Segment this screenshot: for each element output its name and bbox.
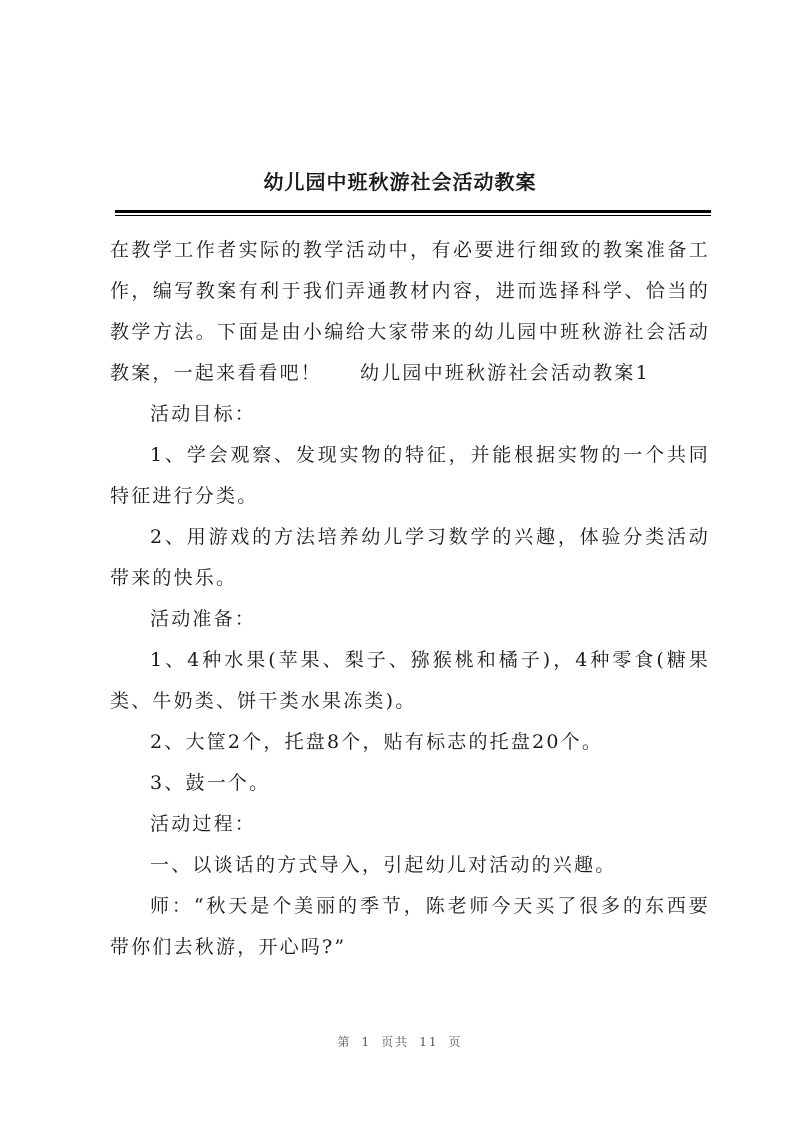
footer-page-number: 1 <box>361 1035 372 1049</box>
title-rule-thick <box>115 210 711 213</box>
intro-text: 在教学工作者实际的教学活动中，有必要进行细致的教案准备工作，编写教案有利于我们弄通教材内容，进而选择科学、恰当的教学方法。下面是由小编给大家带来的幼儿园中班秋游社会活动教案，一起来看看吧！ <box>110 239 710 384</box>
paragraph: 1、学会观察、发现实物的特征，并能根据实物的一个共同特征进行分类。 <box>110 444 710 507</box>
footer-total-pages: 11 <box>419 1035 439 1049</box>
paragraph: 活动过程： <box>150 813 257 835</box>
paragraph: 2、用游戏的方法培养幼儿学习数学的兴趣，体验分类活动带来的快乐。 <box>110 526 710 589</box>
title-rule-thin <box>115 215 711 216</box>
document-title: 幼儿园中班秋游社会活动教案 <box>263 170 537 194</box>
paragraph: 活动准备： <box>150 608 257 630</box>
paragraph: 一、以谈话的方式导入，引起幼儿对活动的兴趣。 <box>150 854 617 876</box>
footer-middle: 页共 <box>381 1035 410 1049</box>
paragraph: 2、大筐2个，托盘8个，贴有标志的托盘20个。 <box>150 731 604 753</box>
paragraph: 师：“秋天是个美丽的季节，陈老师今天买了很多的东西要带你们去秋游，开心吗?” <box>110 895 710 958</box>
paragraph: 活动目标： <box>150 403 257 425</box>
page-footer <box>0 1033 800 1050</box>
footer-suffix: 页 <box>448 1035 463 1049</box>
intro-heading: 幼儿园中班秋游社会活动教案1 <box>360 362 650 384</box>
footer-prefix: 第 <box>337 1035 352 1049</box>
paragraph: 1、4种水果(苹果、梨子、猕猴桃和橘子)，4种零食(糖果类、牛奶类、饼干类水果冻类)。 <box>110 649 710 712</box>
paragraph: 3、鼓一个。 <box>150 772 271 794</box>
intro-paragraph <box>110 230 710 394</box>
document-body <box>110 230 710 968</box>
